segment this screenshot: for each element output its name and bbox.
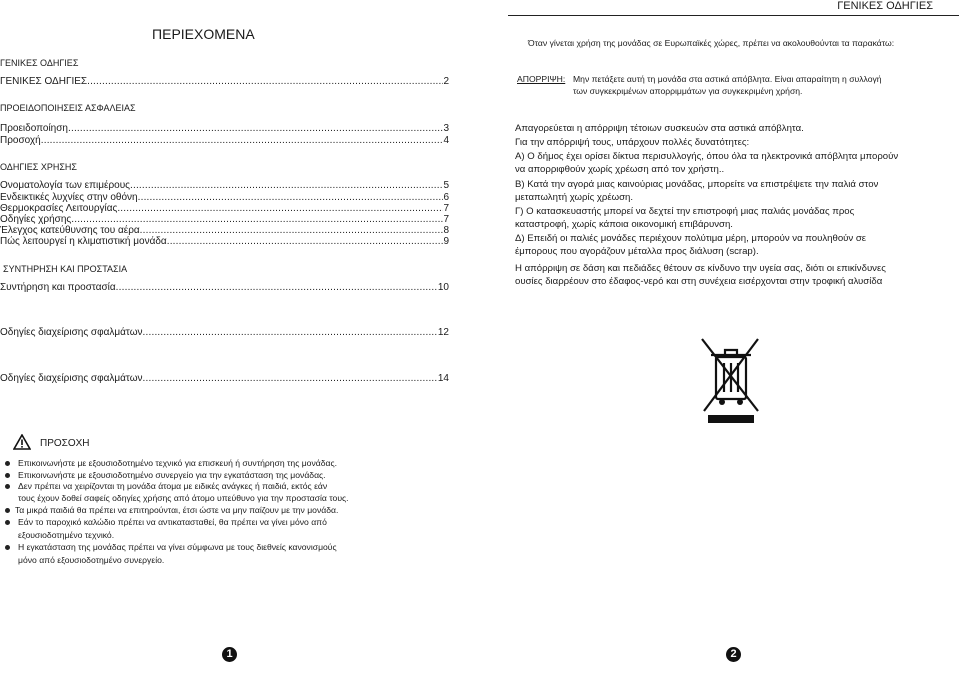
toc-entry-page: 8 bbox=[443, 225, 449, 236]
toc-title: ΠΕΡΙΕΧΟΜΕΝΑ bbox=[152, 26, 255, 42]
toc-entry-page: 2 bbox=[443, 76, 449, 87]
paragraph-line: Γ) Ο κατασκευαστής μπορεί να δεχτεί την επιστροφή μιας παλιάς μονάδας προς bbox=[515, 206, 855, 217]
toc-leader bbox=[167, 236, 444, 247]
toc-entry-label: Ενδεικτικές λυχνίες στην οθόνη bbox=[0, 192, 138, 203]
toc-entry-label: Οδηγίες διαχείρισης σφαλμάτων bbox=[0, 373, 143, 384]
toc-entry-page: 7 bbox=[443, 203, 449, 214]
caution-item-cont: εξουσιοδοτημένο τεχνικό. bbox=[18, 530, 115, 540]
caution-item: Η εγκατάσταση της μονάδας πρέπει να γίνει σύμφωνα με τους διεθνείς κανονισμούς bbox=[18, 542, 337, 552]
paragraph-line: Β) Κατά την αγορά μιας καινούριας μονάδας, μπορείτε να επιστρέψετε την παλιά στον bbox=[515, 179, 879, 190]
bullet-icon bbox=[5, 545, 10, 550]
toc-entry-page: 12 bbox=[437, 327, 449, 338]
bullet-icon bbox=[5, 461, 10, 466]
toc-entry-label: Προειδοποίηση bbox=[0, 123, 68, 134]
disposal-text: Μην πετάξετε αυτή τη μονάδα στα αστικά απόβλητα. Είναι απαραίτητη η συλλογή bbox=[573, 74, 882, 84]
bullet-icon bbox=[5, 508, 10, 513]
disposal-text: των συγκεκριμένων απορριμμάτων για συγκεκριμένη χρήση. bbox=[573, 86, 803, 96]
toc-entry-label: Ονοματολογία των επιμέρους bbox=[0, 180, 130, 191]
toc-entry[interactable] bbox=[0, 327, 449, 338]
toc-leader bbox=[41, 135, 444, 146]
toc-leader bbox=[117, 203, 443, 214]
toc-entry-label: Συντήρηση και προστασία bbox=[0, 282, 116, 293]
page-number-left: 1 bbox=[222, 647, 237, 662]
paragraph-line: Απαγορεύεται η απόρριψη τέτοιων συσκευών στα αστικά απόβλητα. bbox=[515, 123, 804, 134]
crossed-out-bin-icon bbox=[698, 337, 764, 425]
hazard-text: ουσίες διαρρέουν στο έδαφος-νερό και στη συνέχεια εισέρχονται στην τροφική αλυσίδα bbox=[515, 276, 883, 287]
paragraph-line: Δ) Επειδή οι παλιές μονάδες περιέχουν πολύτιμα μέρη, μπορούν να πουληθούν σε bbox=[515, 233, 867, 244]
hazard-text: Η απόρριψη σε δάση και πεδιάδες θέτουν σε κίνδυνο την υγεία σας, διότι οι επικίνδυνες bbox=[515, 263, 886, 274]
paragraph-line: μεταπωλητή χωρίς χρέωση. bbox=[515, 192, 634, 203]
bullet-icon bbox=[5, 520, 10, 525]
toc-entry[interactable] bbox=[0, 225, 449, 236]
toc-entry-label: ΓΕΝΙΚΕΣ ΟΔΗΓΙΕΣ bbox=[0, 76, 88, 87]
header-divider bbox=[508, 15, 959, 16]
paragraph-line: να απορριφθούν χωρίς χρέωση από τον χρήστη.. bbox=[515, 164, 725, 175]
toc-entry-page: 7 bbox=[443, 214, 449, 225]
toc-entry-label: Οδηγίες διαχείρισης σφαλμάτων bbox=[0, 327, 143, 338]
bullet-icon bbox=[5, 484, 10, 489]
intro-text: Όταν γίνεται χρήση της μονάδας σε Ευρωπαϊκές χώρες, πρέπει να ακολουθούνται τα παρακάτω: bbox=[528, 38, 895, 48]
toc-entry-label: Έλεγχος κατεύθυνσης του αέρα bbox=[0, 225, 140, 236]
bullet-icon bbox=[5, 473, 10, 478]
caution-item-cont: μόνο από εξουσιοδοτημένο συνεργείο. bbox=[18, 555, 165, 565]
toc-leader bbox=[130, 180, 443, 191]
toc-entry[interactable] bbox=[0, 203, 449, 214]
page-number-right: 2 bbox=[726, 647, 741, 662]
toc-section-heading: ΠΡΟΕΙΔΟΠΟΙΗΣΕΙΣ ΑΣΦΑΛΕΙΑΣ bbox=[0, 103, 136, 113]
toc-leader bbox=[138, 192, 444, 203]
toc-entry-label: Προσοχή bbox=[0, 135, 41, 146]
caution-item: Δεν πρέπει να χειρίζονται τη μονάδα άτομα με ειδικές ανάγκες ή παιδιά, εκτός εάν bbox=[18, 481, 328, 491]
caution-item: Τα μικρά παιδιά θα πρέπει να επιτηρούνται, έτσι ώστε να μην παίζουν με την μονάδα. bbox=[15, 505, 339, 515]
toc-entry[interactable] bbox=[0, 282, 449, 293]
disposal-label: ΑΠΟΡΡΙΨΗ: bbox=[517, 74, 566, 84]
toc-entry-page: 4 bbox=[443, 135, 449, 146]
caution-item: Επικοινωνήστε με εξουσιοδοτημένο συνεργείο για την εγκατάσταση της μονάδας. bbox=[18, 470, 326, 480]
toc-entry-page: 6 bbox=[443, 192, 449, 203]
toc-entry[interactable] bbox=[0, 76, 449, 87]
toc-entry[interactable] bbox=[0, 214, 449, 225]
toc-leader bbox=[71, 214, 443, 225]
toc-section-heading: ΣΥΝΤΗΡΗΣΗ ΚΑΙ ΠΡΟΣΤΑΣΙΑ bbox=[3, 264, 128, 274]
toc-entry[interactable] bbox=[0, 236, 449, 247]
caution-item: Εάν το παροχικό καλώδιο πρέπει να αντικατασταθεί, θα πρέπει να γίνει μόνο από bbox=[18, 517, 327, 527]
toc-entry[interactable] bbox=[0, 192, 449, 203]
toc-entry-page: 5 bbox=[443, 180, 449, 191]
toc-leader bbox=[116, 282, 438, 293]
caution-item-cont: τους έχουν δοθεί σαφείς οδηγίες χρήσης από άτομο υπεύθυνο για την προστασία τους. bbox=[18, 493, 349, 503]
toc-section-heading: ΓΕΝΙΚΕΣ ΟΔΗΓΙΕΣ bbox=[0, 58, 79, 68]
page-header-title: ΓΕΝΙΚΕΣ ΟΔΗΓΙΕΣ bbox=[837, 0, 933, 12]
toc-entry[interactable] bbox=[0, 373, 449, 384]
toc-entry-label: Οδηγίες χρήσης bbox=[0, 214, 72, 225]
paragraph-line: έμπορους που αγοράζουν μέταλλα προς διάλυση (scrap). bbox=[515, 246, 759, 257]
toc-entry-label: Πώς λειτουργεί η κλιματιστική μονάδα bbox=[0, 236, 167, 247]
toc-entry[interactable] bbox=[0, 123, 449, 134]
caution-title: ΠΡΟΣΟΧΗ bbox=[40, 438, 90, 449]
caution-item: Επικοινωνήστε με εξουσιοδοτημένο τεχνικό για επισκευή ή συντήρηση της μονάδας. bbox=[18, 458, 337, 468]
toc-entry-page: 14 bbox=[437, 373, 449, 384]
toc-entry[interactable] bbox=[0, 135, 449, 146]
toc-section-heading: ΟΔΗΓΙΕΣ ΧΡΗΣΗΣ bbox=[0, 162, 77, 172]
toc-entry-page: 10 bbox=[437, 282, 449, 293]
paragraph-line: καταστροφή, χωρίς κάποια οικονομική επιβάρυνση. bbox=[515, 219, 733, 230]
warning-icon bbox=[13, 434, 31, 450]
toc-entry-page: 3 bbox=[443, 123, 449, 134]
toc-leader bbox=[140, 225, 444, 236]
toc-leader bbox=[87, 76, 443, 87]
toc-entry-page: 9 bbox=[443, 236, 449, 247]
paragraph-line: Α) Ο δήμος έχει ορίσει δίκτυα περισυλλογής, όπου όλα τα ηλεκτρονικά απόβλητα μπορούν bbox=[515, 151, 899, 162]
toc-entry[interactable] bbox=[0, 180, 449, 191]
toc-leader bbox=[143, 327, 438, 338]
paragraph-line: Για την απόρριψή τους, υπάρχουν πολλές δυνατότητες: bbox=[515, 137, 750, 148]
toc-leader bbox=[143, 373, 438, 384]
toc-entry-label: Θερμοκρασίες Λειτουργίας bbox=[0, 203, 118, 214]
toc-container bbox=[0, 0, 460, 300]
toc-leader bbox=[68, 123, 443, 134]
